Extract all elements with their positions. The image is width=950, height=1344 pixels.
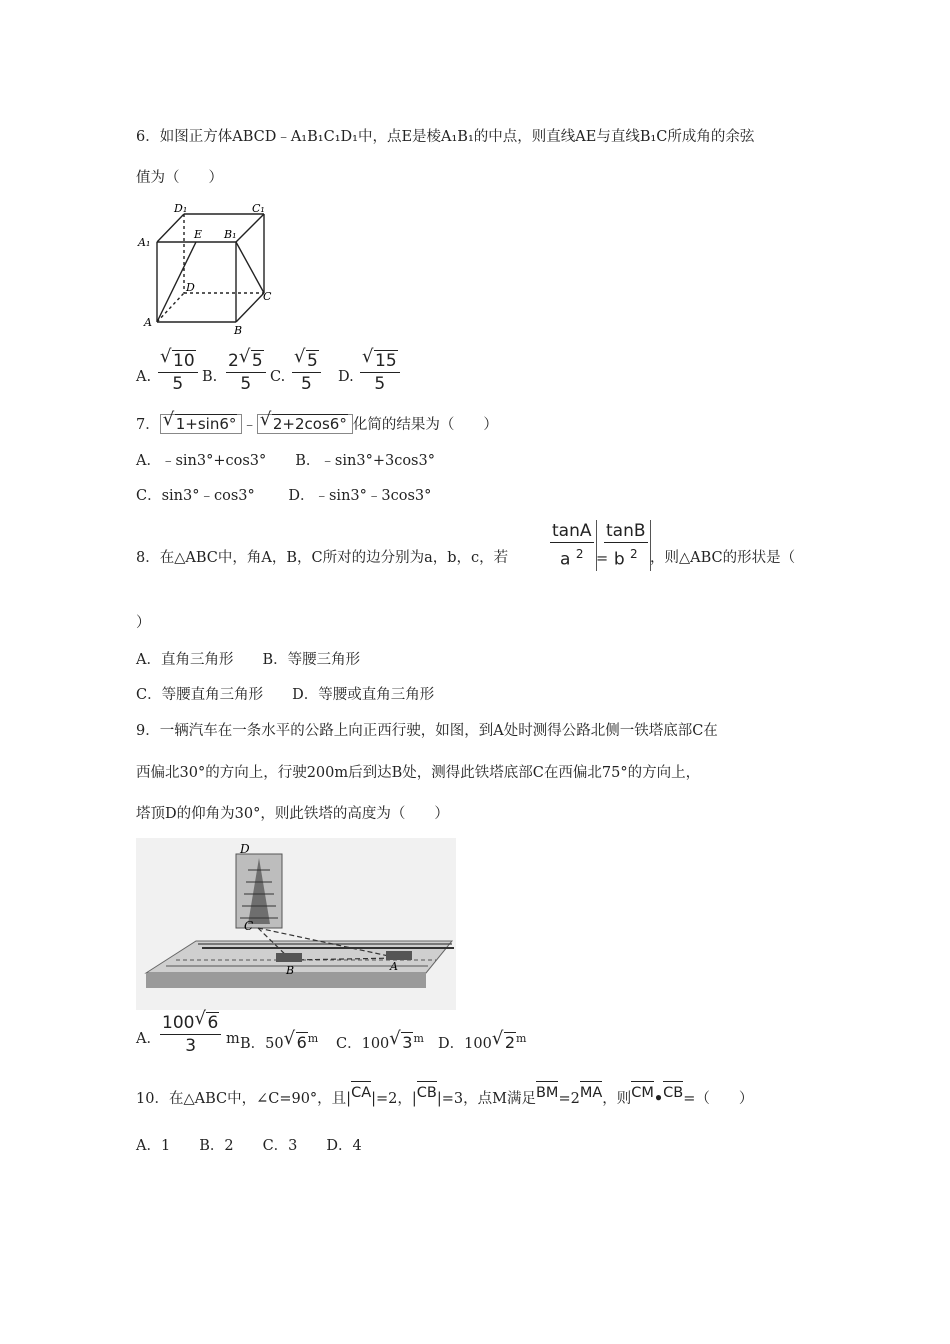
q9-option-d: D．100 √ 2$^m$ (438, 1027, 527, 1052)
vector-CA: CA (351, 1081, 371, 1103)
q8-fraction-1: $\frac{\tan A}{a ^2}$ (550, 520, 597, 571)
q8-stem-after: ，则△ABC的形状是（ (650, 550, 796, 566)
q10-options: A．1 B．2 C．3 D．4 (136, 1138, 362, 1154)
label-A: A (144, 316, 152, 329)
q9-option-a-unit: m (226, 1031, 240, 1047)
q8-equals: = (596, 551, 609, 567)
tower-label-D: D (240, 842, 250, 856)
q7-expr2: 2+2cos6° (272, 415, 347, 433)
tower-label-C: C (244, 919, 254, 933)
label-C1: C₁ (252, 202, 265, 215)
q6-option-c-letter: C. (270, 369, 286, 385)
q6-option-b-letter: B. (202, 369, 218, 385)
q8-stem-close: ） (136, 615, 151, 631)
q7-number: 7． (136, 417, 160, 433)
q9-option-a-value: 100 √ 6 3 (160, 1012, 221, 1057)
cube-figure (136, 200, 286, 340)
tower-label-B: B (286, 964, 295, 977)
label-C: C (263, 290, 272, 303)
q8-options-row1: A．直角三角形 B．等腰三角形 (136, 652, 361, 668)
label-D1: D₁ (174, 202, 188, 215)
q9-stem-line2: 西偏北30°的方向上，行驶200m后到达B处，测得此铁塔底部C在西偏北75°的方向上， (136, 765, 701, 781)
vector-BM: BM (536, 1081, 558, 1103)
q6-option-d-letter: D. (338, 369, 354, 385)
q7-options-row1: A．﹣sin3°+cos3° B．﹣sin3°+3cos3° (136, 453, 435, 469)
q9-option-b: B．50 √ 6$^m$ (240, 1027, 319, 1052)
tower-figure (136, 838, 456, 1010)
q6-option-a-value: √ 10 5 (158, 350, 198, 395)
q7-options-row2: C．sin3°﹣cos3° D．﹣sin3°﹣3cos3° (136, 488, 432, 504)
q6-option-d-value: √ 15 5 (360, 350, 400, 395)
label-A1: A₁ (138, 236, 151, 249)
q6-stem-line1: 6．如图正方体ABCD﹣A₁B₁C₁D₁中，点E是棱A₁B₁的中点，则直线AE与直线B₁C所成角的余弦 (136, 129, 755, 145)
tower-label-A: A (390, 960, 398, 973)
vector-CB-2: CB (663, 1081, 683, 1103)
vector-CM: CM (631, 1081, 654, 1103)
q6-stem-line2: 值为（ ） (136, 170, 223, 186)
q8-options-row2: C．等腰直角三角形 D．等腰或直角三角形 (136, 687, 435, 703)
q9-stem-line3: 塔顶D的仰角为30°，则此铁塔的高度为（ ） (136, 806, 449, 822)
vector-MA: MA (580, 1081, 602, 1103)
q8-stem-before: 8．在△ABC中，角A，B，C所对的边分别为a，b，c，若 (136, 550, 509, 566)
q6-option-b-value: 2 √ 5 5 (226, 350, 266, 395)
q8-fraction-2: $\frac{\tan B}{b ^2}$ (604, 520, 651, 571)
vector-CB: CB (417, 1081, 437, 1103)
label-E: E (194, 228, 203, 241)
label-B: B (234, 324, 243, 337)
q7-expr1: 1+sin6° (175, 415, 237, 433)
q10-stem: 10．在△ABC中，∠C=90°，且| CA|=2，| CB|=3，点M满足 BM=2 MA，则 CM• CB=（ ） (136, 1087, 753, 1109)
q7-stem: 7． √ 1+sin6° ﹣ √ 2+2cos6° 化简的结果为（ ） (136, 409, 498, 433)
q6-option-a-letter: A. (136, 369, 152, 385)
q9-stem-line1: 9．一辆汽车在一条水平的公路上向正西行驶，如图，到A处时测得公路北侧一铁塔底部C在 (136, 723, 718, 739)
label-B1: B₁ (224, 228, 237, 241)
label-D: D (186, 281, 195, 294)
q9-option-a-letter: A． (136, 1031, 161, 1047)
q6-option-c-value: √ 5 5 (292, 350, 321, 395)
q9-option-c: C．100 √ 3$^m$ (336, 1027, 424, 1052)
